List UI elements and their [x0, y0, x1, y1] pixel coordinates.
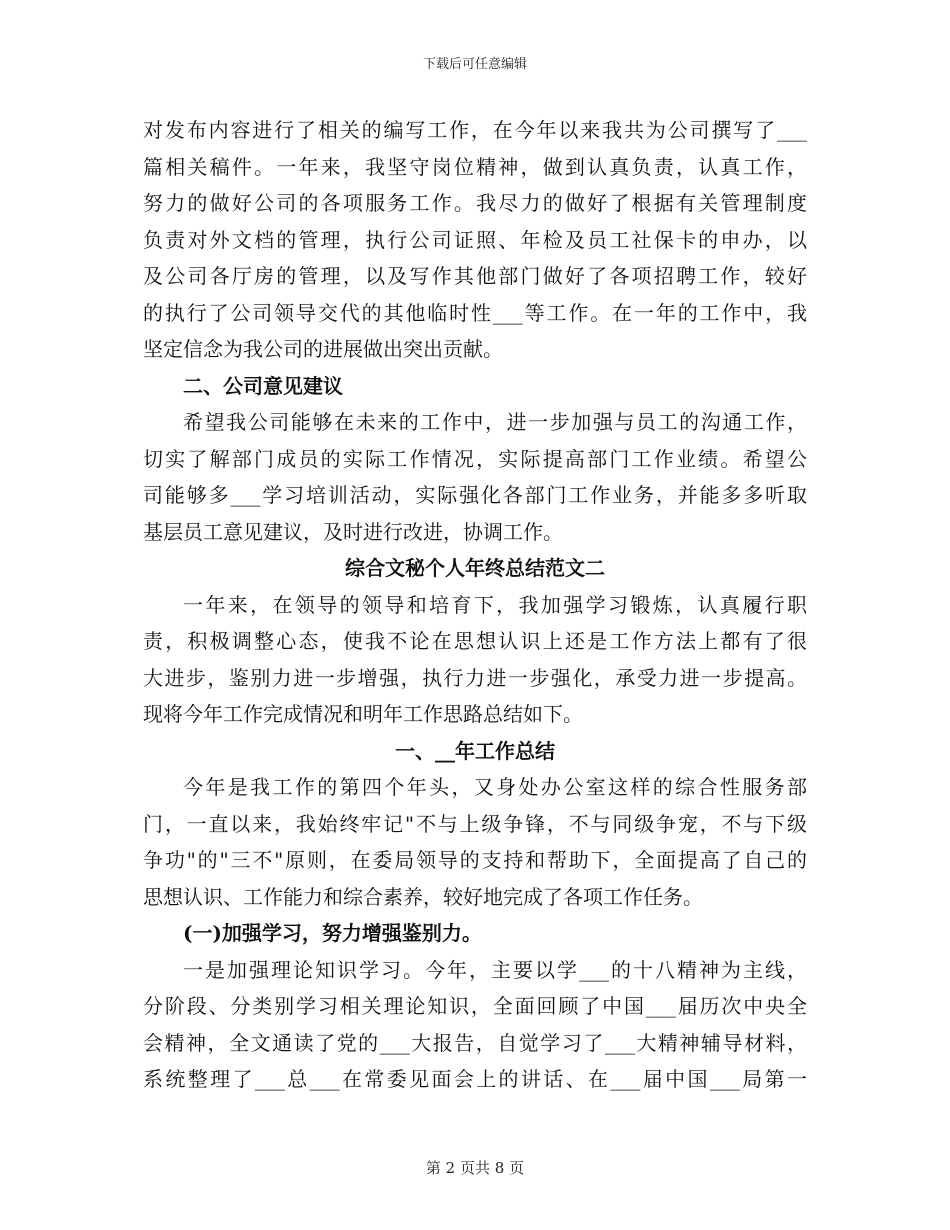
section-heading: 综合文秘个人年终总结范文二	[345, 556, 605, 580]
text-line: 的执行了公司领导交代的其他临时性___等工作。在一年的工作中，我	[143, 300, 807, 325]
page-header: 下载后可任意编辑	[422, 57, 527, 72]
text-line: 分阶段、分类别学习相关理论知识，全面回顾了中国___届历次中央全	[143, 994, 807, 1018]
section-heading: 一、__年工作总结	[395, 738, 555, 763]
page-footer: 第 2 页共 8 页	[425, 1159, 525, 1177]
text-line: 一年来，在领导的领导和培育下，我加强学习锻炼，认真履行职	[183, 592, 807, 617]
text-line: 努力的做好公司的各项服务工作。我尽力的做好了根据有关管理制度	[143, 191, 807, 215]
text-line: 司能够多___学习培训活动，实际强化各部门工作业务，并能多多听取	[143, 483, 807, 507]
text-line: 希望我公司能够在未来的工作中，进一步加强与员工的沟通工作，	[183, 410, 807, 434]
text-line: 会精神，全文通读了党的___大报告，自觉学习了___大精神辅导材料，	[143, 1030, 807, 1055]
text-line: 及公司各厅房的管理，以及写作其他部门做好了各项招聘工作，较好	[143, 264, 807, 288]
text-line: 系统整理了___总___在常委见面会上的讲话、在___届中国___局第一	[143, 1067, 807, 1091]
text-line: 坚定信念为我公司的进展做出突出贡献。	[143, 337, 503, 361]
text-line: 一是加强理论知识学习。今年，主要以学___的十八精神为主线，	[183, 957, 807, 982]
document-body	[143, 112, 807, 1098]
text-line: 对发布内容进行了相关的编写工作，在今年以来我共为公司撰写了___	[143, 118, 807, 142]
text-line: 大进步，鉴别力进一步增强，执行力进一步强化，承受力进一步提高。	[143, 665, 807, 690]
text-line: 篇相关稿件。一年来，我坚守岗位精神，做到认真负责，认真工作，	[143, 154, 807, 179]
text-line: 门，一直以来，我始终牢记"不与上级争锋，不与同级争宠，不与下级	[143, 811, 807, 836]
text-line: 今年是我工作的第四个年头，又身处办公室这样的综合性服务部	[183, 775, 807, 799]
text-line: 思想认识、工作能力和综合素养，较好地完成了各项工作任务。	[143, 884, 703, 909]
text-line: 现将今年工作完成情况和明年工作思路总结如下。	[143, 702, 583, 726]
section-heading: (一)加强学习，努力增强鉴别力。	[183, 921, 482, 945]
text-line: 切实了解部门成员的实际工作情况，实际提高部门工作业绩。希望公	[143, 446, 807, 471]
text-line: 责，积极调整心态，使我不论在思想认识上还是工作方法上都有了很	[143, 629, 807, 653]
section-heading: 二、公司意见建议	[183, 373, 343, 398]
text-line: 争功"的"三不"原则，在委局领导的支持和帮助下，全面提高了自己的	[143, 848, 807, 872]
text-line: 负责对外文档的管理，执行公司证照、年检及员工社保卡的申办，以	[143, 227, 807, 252]
text-line: 基层员工意见建议，及时进行改进，协调工作。	[143, 519, 563, 544]
